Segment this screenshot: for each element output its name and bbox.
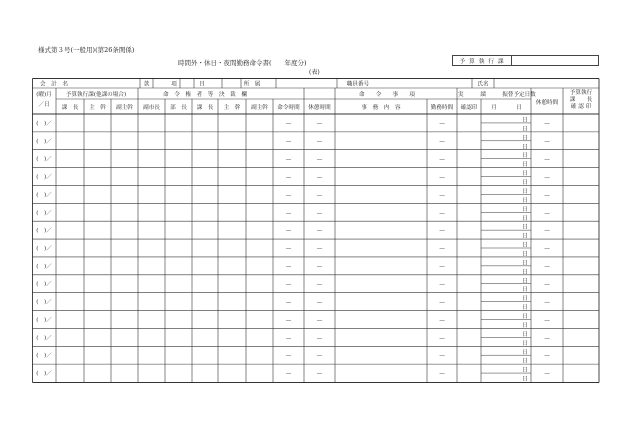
rest-time-col-label: 休憩時間 — [535, 100, 559, 106]
swap-day-upper: 日 — [522, 117, 528, 124]
row-command-time-dash: — — [285, 174, 292, 181]
command-table — [32, 78, 600, 387]
row-date-marker: ( )／ — [36, 299, 52, 306]
swap-day-lower: 日 — [522, 251, 528, 258]
row-work-time-dash: — — [439, 317, 445, 324]
row-command-time-dash: — — [285, 246, 292, 252]
row-work-time-dash: — — [439, 281, 445, 288]
row-date-marker: ( )／ — [36, 138, 52, 145]
header-moku: 目 — [199, 81, 205, 88]
swap-day-lower: 日 — [522, 162, 528, 169]
subheader-label-14: 日 — [516, 105, 522, 111]
row-date-marker: ( )／ — [36, 156, 52, 163]
subheader-label-4: 部 長 — [170, 105, 187, 111]
budget-dept-box — [452, 55, 599, 66]
header-accounting-name: 会 計 名 — [40, 81, 68, 88]
subheader-label-5: 課 長 — [196, 105, 214, 111]
row-rest-dash: — — [544, 263, 550, 270]
row-work-time-dash: — — [439, 174, 445, 181]
swap-day-upper: 日 — [522, 153, 528, 160]
header-kan: 款 — [143, 81, 150, 88]
row-command-time-dash: — — [285, 281, 292, 288]
row-command-time-dash: — — [285, 371, 292, 378]
row-work-time-dash: — — [439, 192, 445, 199]
swap-day-upper: 日 — [522, 242, 528, 249]
row-command-time-dash: — — [285, 138, 292, 145]
row-rest-dash: — — [544, 353, 550, 360]
row-work-time-dash: — — [439, 299, 445, 306]
swap-day-lower: 日 — [522, 215, 528, 222]
swap-day-upper: 日 — [522, 171, 528, 178]
row-rest-time-dash: — — [316, 138, 323, 145]
row-command-time-dash: — — [285, 317, 292, 324]
swap-day-upper: 日 — [522, 278, 528, 285]
row-rest-dash: — — [544, 210, 550, 217]
swap-day-upper: 日 — [522, 296, 528, 303]
row-rest-time-dash: — — [316, 353, 323, 360]
row-rest-dash: — — [544, 317, 550, 324]
swap-day-lower: 日 — [522, 322, 528, 329]
swap-day-upper: 日 — [522, 331, 528, 338]
row-work-time-dash: — — [439, 120, 445, 127]
row-date-marker: ( )／ — [36, 192, 52, 199]
row-command-time-dash: — — [285, 335, 292, 342]
row-rest-time-dash: — — [316, 156, 323, 163]
subheader-label-10: 事 務 内 容 — [361, 105, 401, 111]
command-approval-col-label: 命 令 権 者 等 決 裁 欄 — [163, 92, 247, 98]
row-work-time-dash: — — [439, 138, 445, 145]
swap-day-lower: 日 — [522, 197, 528, 204]
swap-day-lower: 日 — [522, 376, 528, 383]
swap-day-lower: 日 — [522, 180, 528, 187]
subheader-label-6: 主 幹 — [223, 105, 241, 111]
row-rest-time-dash: — — [316, 335, 323, 342]
row-rest-dash: — — [544, 192, 550, 199]
form-title: 時間外・休日・夜間勤務命令書( 年度分) — [178, 59, 307, 67]
date-col-label: (曜)月 — [36, 92, 52, 98]
row-work-time-dash: — — [439, 246, 445, 252]
actual-col-label: 実 績 — [458, 92, 486, 98]
row-work-time-dash: — — [439, 228, 445, 235]
row-rest-time-dash: — — [316, 263, 323, 270]
swap-day-upper: 日 — [522, 224, 528, 231]
subheader-label-11: 勤務時間 — [430, 105, 454, 111]
budget-dept-col-label: 予算執行課(他課の場合) — [65, 92, 127, 98]
row-rest-time-dash: — — [316, 246, 323, 252]
date-col-label-2: ／日 — [38, 102, 50, 108]
row-date-marker: ( )／ — [36, 246, 52, 252]
row-work-time-dash: — — [439, 335, 445, 342]
row-command-time-dash: — — [285, 263, 292, 270]
swap-day-upper: 日 — [522, 260, 528, 267]
form-subtitle: (表) — [309, 69, 320, 76]
row-date-marker: ( )／ — [36, 228, 52, 235]
swap-day-lower: 日 — [522, 269, 528, 276]
subheader-label-8: 命令時間 — [277, 105, 300, 111]
subheader-label-9: 休憩時間 — [308, 105, 331, 111]
row-work-time-dash: — — [439, 353, 445, 360]
subheader-label-2: 副主幹 — [116, 105, 133, 111]
row-rest-time-dash: — — [316, 120, 323, 127]
swap-day-upper: 日 — [522, 314, 528, 321]
row-rest-dash: — — [544, 156, 550, 163]
budget-mgr-label-3: 確 認 印 — [570, 104, 592, 110]
swap-day-upper: 日 — [522, 135, 528, 142]
row-rest-time-dash: — — [316, 299, 323, 306]
row-rest-time-dash: — — [316, 317, 323, 324]
header-kou: 項 — [171, 81, 177, 88]
row-command-time-dash: — — [285, 353, 292, 360]
swap-day-lower: 日 — [522, 144, 528, 151]
swap-day-upper: 日 — [522, 206, 528, 213]
row-rest-dash: — — [544, 335, 550, 342]
row-command-time-dash: — — [285, 210, 292, 217]
swap-day-lower: 日 — [522, 305, 528, 312]
subheader-label-1: 主 幹 — [89, 105, 106, 111]
row-rest-time-dash: — — [316, 228, 323, 235]
subheader-label-7: 副主幹 — [251, 105, 268, 111]
budget-dept-label: 予 算 執 行 課 — [453, 56, 512, 65]
row-rest-time-dash: — — [316, 281, 323, 288]
row-work-time-dash: — — [439, 210, 445, 217]
row-command-time-dash: — — [285, 228, 292, 235]
row-work-time-dash: — — [439, 371, 445, 378]
row-date-marker: ( )／ — [36, 281, 52, 288]
swap-day-lower: 日 — [522, 358, 528, 365]
subheader-label-13: 月 — [491, 105, 497, 111]
subheader-label-0: 課 長 — [61, 105, 79, 111]
row-work-time-dash: — — [439, 263, 445, 270]
row-rest-dash: — — [544, 174, 550, 181]
header-name: 氏名 — [477, 81, 489, 88]
swap-day-lower: 日 — [522, 287, 528, 294]
swap-day-lower: 日 — [522, 340, 528, 347]
row-rest-dash: — — [544, 299, 550, 306]
row-date-marker: ( )／ — [36, 371, 52, 378]
row-rest-time-dash: — — [316, 174, 323, 181]
row-command-time-dash: — — [285, 299, 292, 306]
row-date-marker: ( )／ — [36, 120, 52, 127]
row-command-time-dash: — — [285, 156, 292, 163]
row-date-marker: ( )／ — [36, 174, 52, 181]
form-id: 様式第３号(一般用)(第26条関係) — [38, 46, 135, 54]
swap-day-upper: 日 — [522, 367, 528, 374]
row-rest-time-dash: — — [316, 371, 323, 378]
row-command-time-dash: — — [285, 192, 292, 199]
row-date-marker: ( )／ — [36, 263, 52, 270]
subheader-label-3: 副市長 — [143, 105, 160, 111]
row-rest-time-dash: — — [316, 210, 323, 217]
row-rest-dash: — — [544, 281, 550, 288]
swap-day-upper: 日 — [522, 349, 528, 356]
swap-day-lower: 日 — [522, 126, 528, 133]
row-rest-dash: — — [544, 120, 550, 127]
row-date-marker: ( )／ — [36, 335, 52, 342]
row-rest-dash: — — [544, 138, 550, 145]
swap-day-lower: 日 — [522, 233, 528, 240]
header-staff-no: 職員番号 — [346, 81, 370, 88]
budget-dept-value[interactable] — [512, 56, 598, 65]
command-items-col-label: 命 令 事 項 — [359, 92, 415, 98]
row-rest-time-dash: — — [316, 192, 323, 199]
header-section: 所 属 — [243, 81, 261, 88]
row-date-marker: ( )／ — [36, 210, 52, 217]
row-rest-dash: — — [544, 246, 550, 252]
swap-day-upper: 日 — [522, 188, 528, 195]
budget-mgr-label-2: 課 長 — [569, 97, 593, 103]
budget-mgr-label-1: 予算執行 — [569, 90, 593, 96]
row-date-marker: ( )／ — [36, 317, 52, 324]
row-rest-dash: — — [544, 228, 550, 235]
subheader-label-12: 確認印 — [460, 105, 478, 111]
swap-schedule-col-label: 振替予定日数 — [502, 92, 536, 98]
row-work-time-dash: — — [439, 156, 445, 163]
row-rest-dash: — — [544, 371, 550, 378]
row-date-marker: ( )／ — [36, 353, 52, 360]
row-command-time-dash: — — [285, 120, 292, 127]
